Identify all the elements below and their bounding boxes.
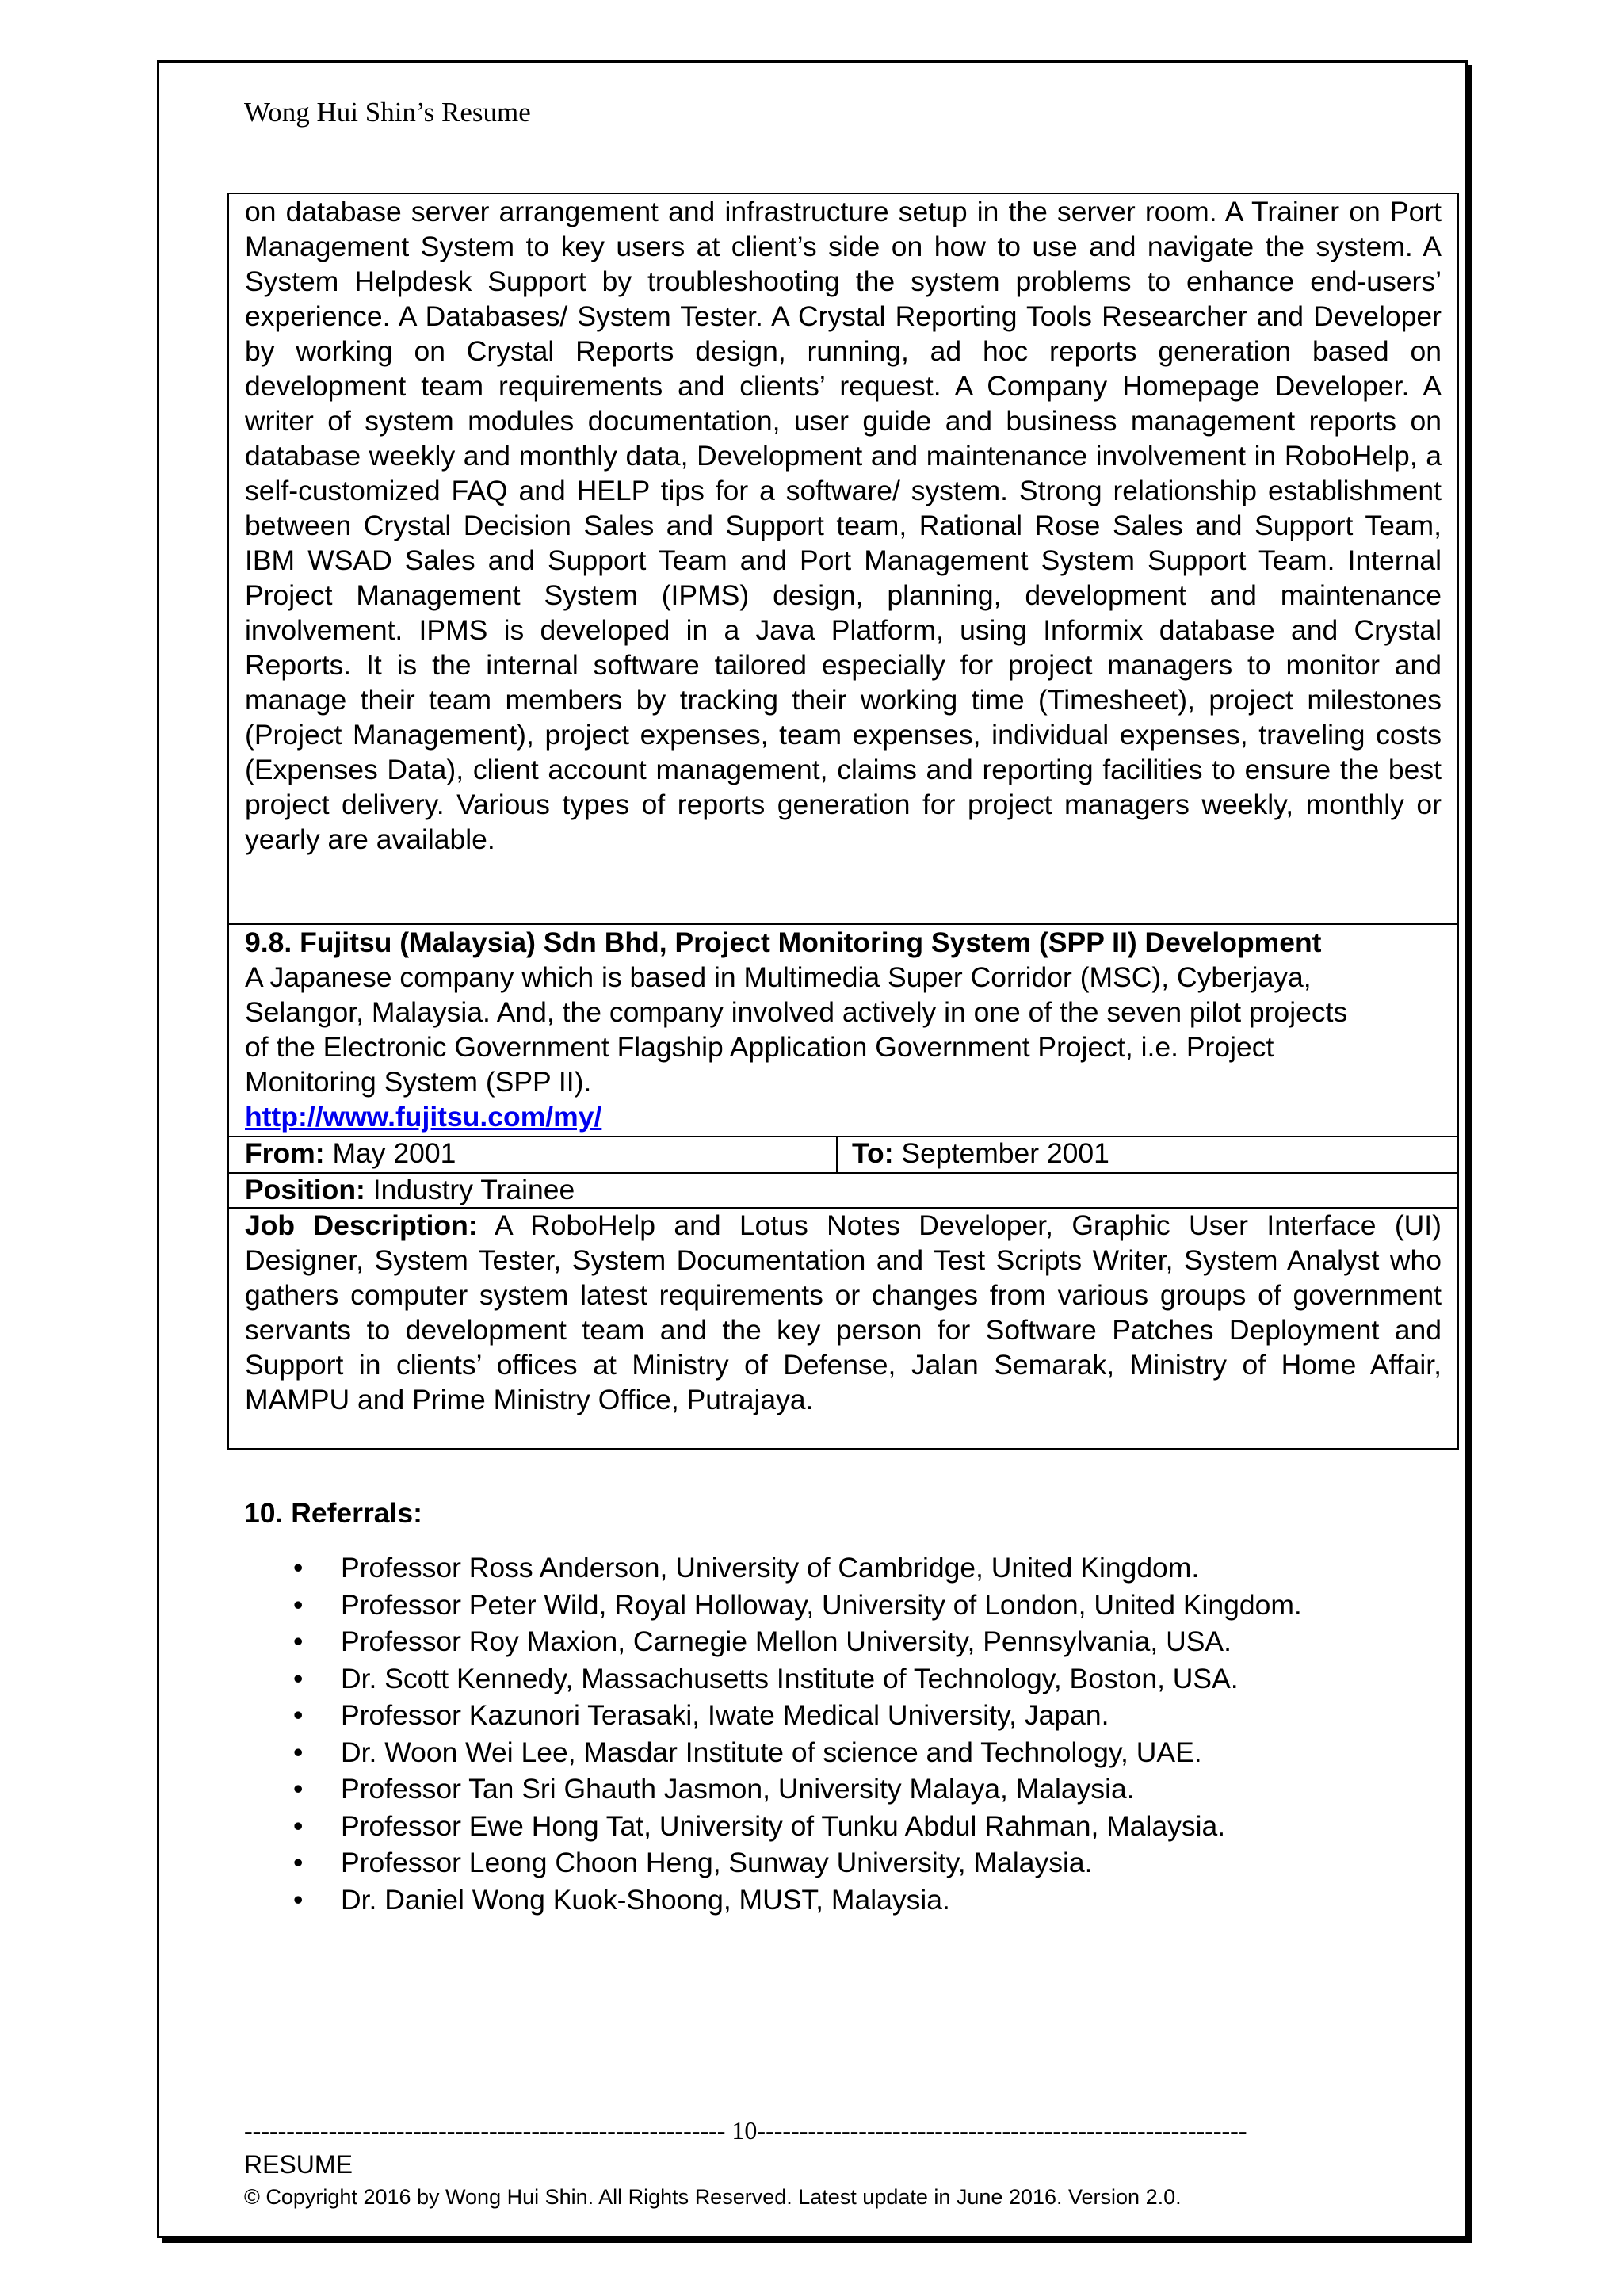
from-label: From: [245, 1137, 325, 1169]
bullet-icon: • [293, 1883, 304, 1916]
previous-entry-box [227, 193, 1459, 924]
bullet-icon: • [293, 1699, 304, 1731]
to-value: September 2001 [893, 1137, 1109, 1169]
referral-text: Dr. Scott Kennedy, Massachusetts Institute of Technology, Boston, USA. [341, 1662, 1239, 1694]
referral-item [244, 1697, 1302, 1734]
referrals-list [244, 1549, 1302, 1918]
referral-text: Professor Peter Wild, Royal Holloway, University of London, United Kingdom. [341, 1588, 1302, 1621]
fujitsu-desc-line: A Japanese company which is based in Multimedia Super Corridor (MSC), Cyberjaya, [245, 961, 1312, 993]
job-description [245, 1208, 1442, 1417]
fujitsu-desc-line: Monitoring System (SPP II). [245, 1066, 592, 1098]
from-cell [245, 1136, 456, 1171]
position-label: Position: [245, 1174, 365, 1205]
fujitsu-header [245, 925, 1442, 1134]
position-value: Industry Trainee [365, 1174, 575, 1205]
referral-item [244, 1587, 1302, 1624]
referral-text: Professor Ewe Hong Tat, University of Tunku Abdul Rahman, Malaysia. [341, 1809, 1226, 1842]
referral-text: Professor Tan Sri Ghauth Jasmon, University Malaya, Malaysia. [341, 1773, 1135, 1805]
referral-item [244, 1808, 1302, 1845]
footer-label: RESUME [244, 2150, 353, 2179]
page-header-title: Wong Hui Shin’s Resume [244, 97, 531, 128]
referral-text: Dr. Daniel Wong Kuok-Shoong, MUST, Malaysia. [341, 1883, 950, 1916]
bullet-icon: • [293, 1847, 304, 1878]
bullet-icon: • [293, 1773, 304, 1805]
referral-text: Professor Ross Anderson, University of Cambridge, United Kingdom. [341, 1552, 1200, 1584]
fujitsu-desc-line: of the Electronic Government Flagship Application Government Project, i.e. Project [245, 1031, 1274, 1063]
referral-item [244, 1844, 1302, 1881]
referral-text: Professor Kazunori Terasaki, Iwate Medical University, Japan. [341, 1699, 1109, 1731]
bullet-icon: • [293, 1626, 304, 1657]
referral-item [244, 1549, 1302, 1587]
referral-item [244, 1623, 1302, 1660]
referral-item [244, 1660, 1302, 1698]
from-value: May 2001 [324, 1137, 456, 1169]
referral-item [244, 1881, 1302, 1919]
bullet-icon: • [293, 1552, 304, 1584]
referrals-heading: 10. Referrals: [244, 1497, 422, 1529]
job-description-label: Job Description: [245, 1209, 478, 1241]
fujitsu-entry-box [227, 923, 1459, 1450]
footer-page-number-rule: --------------------------------------------------------- 10---------------------------------------------------------- [244, 2116, 1247, 2145]
referral-text: Professor Leong Choon Heng, Sunway University, Malaysia. [341, 1847, 1093, 1878]
bullet-icon: • [293, 1662, 304, 1694]
to-cell [852, 1136, 1109, 1171]
bullet-icon: • [293, 1809, 304, 1842]
column-divider [836, 1136, 838, 1172]
referral-item [244, 1734, 1302, 1771]
previous-entry-text: on database server arrangement and infrastructure setup in the server room. A Trainer on Port Management System to key users at client’s side on how to use and navigate the system. A System Helpdesk Support by troubleshooting the system problems to enhance end-users’ experience. A Databases/ System Tester. A Crystal Reporting Tools Researcher and Developer by working on Crystal Reports design, running, ad hoc reports generation based on development team requirements and clients’ request. A Company Homepage Developer. A writer of system modules documentation, user guide and business management reports on database weekly and monthly data, Development and maintenance involvement in RoboHelp, a self-customized FAQ and HELP tips for a software/ system. Strong relationship establishment between Crystal Decision Sales and Support team, Rational Rose Sales and Support Team, IBM WSAD Sales and Support Team and Port Management System Support Team. Internal Project Management System (IPMS) design, planning, development and maintenance involvement. IPMS is developed in a Java Platform, using Informix database and Crystal Reports. It is the internal software tailored especially for project managers to monitor and manage their team members by tracking their working time (Timesheet), project milestones (Project Management), project expenses, team expenses, individual expenses, traveling costs (Expenses Data), client account management, claims and reporting facilities to ensure the best project delivery. Various types of reports generation for project managers weekly, monthly or yearly are available. [245, 196, 1442, 855]
to-label: To: [852, 1137, 894, 1169]
bullet-icon: • [293, 1588, 304, 1621]
position-cell [245, 1172, 575, 1207]
job-description-text: A RoboHelp and Lotus Notes Developer, Graphic User Interface (UI) Designer, System Tester, System Documentation and Test Scripts Writer, System Analyst who gathers computer system latest requirements or changes from various groups of government servants to development team and the key person for Software Patches Deployment and Support in clients’ offices at Ministry of Defense, Jalan Semarak, Ministry of Home Affair, MAMPU and Prime Ministry Office, Putrajaya. [245, 1209, 1442, 1415]
referral-item [244, 1771, 1302, 1808]
fujitsu-desc-line: Selangor, Malaysia. And, the company involved actively in one of the seven pilot projects [245, 996, 1348, 1028]
fujitsu-title: 9.8. Fujitsu (Malaysia) Sdn Bhd, Project Monitoring System (SPP II) Development [245, 926, 1322, 958]
fujitsu-website-link[interactable]: http://www.fujitsu.com/my/ [245, 1101, 602, 1133]
referral-text: Professor Roy Maxion, Carnegie Mellon University, Pennsylvania, USA. [341, 1626, 1232, 1657]
bullet-icon: • [293, 1736, 304, 1768]
referral-text: Dr. Woon Wei Lee, Masdar Institute of science and Technology, UAE. [341, 1736, 1202, 1768]
footer-copyright: © Copyright 2016 by Wong Hui Shin. All Rights Reserved. Latest update in June 2016. Version 2.0. [244, 2185, 1182, 2209]
